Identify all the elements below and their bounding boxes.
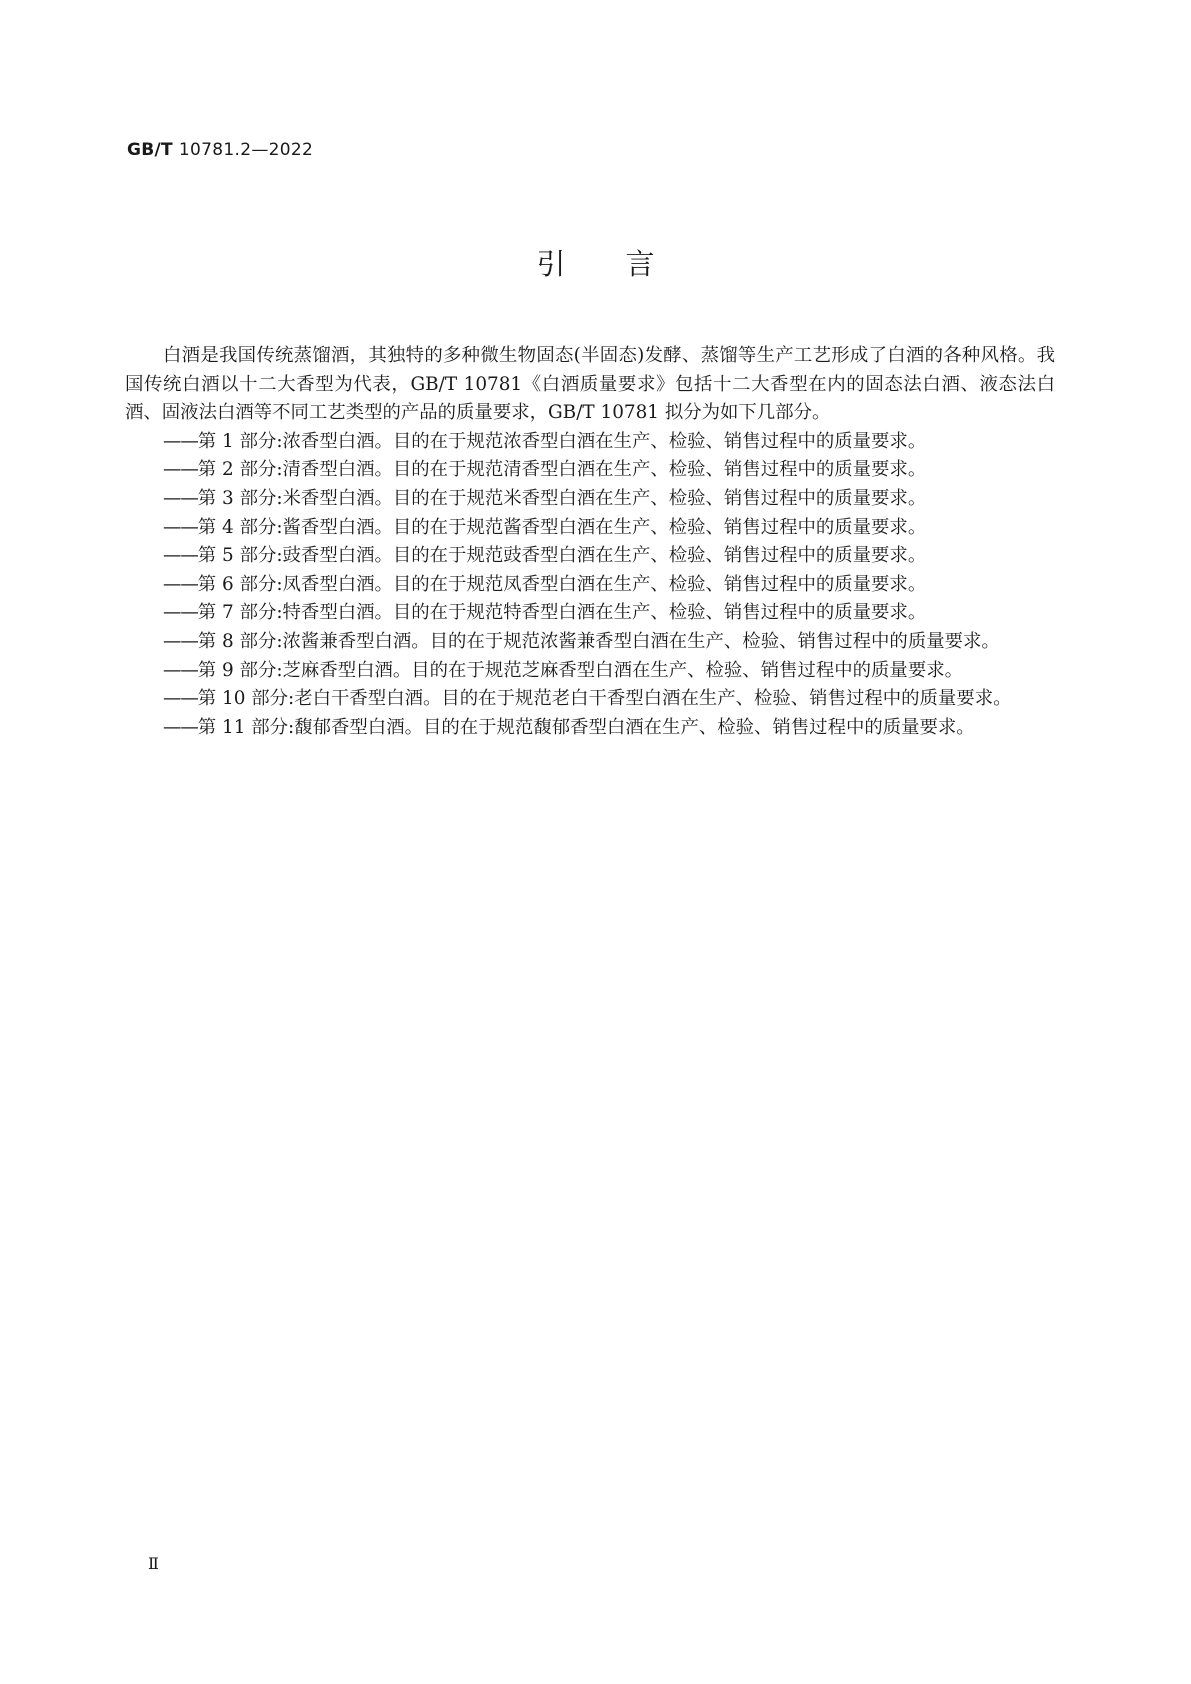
list-item — [125, 628, 1055, 657]
list-dash: —— — [163, 545, 198, 567]
list-item-text: 第 4 部分:酱香型白酒。目的在于规范酱香型白酒在生产、检验、销售过程中的质量要求。 — [197, 516, 927, 538]
list-item-text: 第 7 部分:特香型白酒。目的在于规范特香型白酒在生产、检验、销售过程中的质量要求。 — [197, 602, 927, 624]
list-item — [125, 456, 1055, 485]
list-item-text: 第 9 部分:芝麻香型白酒。目的在于规范芝麻香型白酒在生产、检验、销售过程中的质量要求。 — [197, 659, 963, 681]
list-item — [125, 714, 1055, 743]
list-item-text: 第 10 部分:老白干香型白酒。目的在于规范老白干香型白酒在生产、检验、销售过程中的质量要求。 — [197, 688, 1012, 710]
list-item — [125, 485, 1055, 514]
list-dash: —— — [163, 573, 198, 595]
intro-paragraph: 白酒是我国传统蒸馏酒，其独特的多种微生物固态(半固态)发酵、蒸馏等生产工艺形成了白酒的各种风格。我国传统白酒以十二大香型为代表，GB/T 10781《白酒质量要求》包括十二大香型在内的固态法白酒、液态法白酒、固液法白酒等不同工艺类型的产品的质量要求，GB/T 10781 拟分为如下几部分。 — [125, 345, 1055, 424]
list-item — [125, 542, 1055, 571]
list-dash: —— — [163, 688, 198, 710]
list-item-text: 第 8 部分:浓酱兼香型白酒。目的在于规范浓酱兼香型白酒在生产、检验、销售过程中的质量要求。 — [197, 630, 1000, 652]
section-title-char-2: 言 — [625, 247, 655, 281]
body-text — [125, 342, 1055, 742]
list-dash: —— — [163, 630, 198, 652]
list-item — [125, 599, 1055, 628]
list-dash: —— — [163, 716, 198, 738]
standard-prefix: GB/T — [127, 140, 173, 160]
list-dash: —— — [163, 659, 198, 681]
list-dash: —— — [163, 430, 198, 452]
standard-code: 10781.2—2022 — [178, 140, 314, 160]
list-item-text: 第 2 部分:清香型白酒。目的在于规范清香型白酒在生产、检验、销售过程中的质量要求。 — [197, 459, 927, 481]
list-item — [125, 657, 1055, 686]
list-dash: —— — [163, 516, 198, 538]
list-dash: —— — [163, 487, 198, 509]
standard-number — [127, 140, 313, 160]
list-item — [125, 428, 1055, 457]
list-item — [125, 514, 1055, 543]
list-dash: —— — [163, 459, 198, 481]
list-item-text: 第 11 部分:馥郁香型白酒。目的在于规范馥郁香型白酒在生产、检验、销售过程中的质量要求。 — [197, 716, 975, 738]
list-item — [125, 571, 1055, 600]
list-dash: —— — [163, 602, 198, 624]
list-item-text: 第 1 部分:浓香型白酒。目的在于规范浓香型白酒在生产、检验、销售过程中的质量要求。 — [197, 430, 927, 452]
list-item-text: 第 6 部分:凤香型白酒。目的在于规范凤香型白酒在生产、检验、销售过程中的质量要求。 — [197, 573, 927, 595]
page-number: Ⅱ — [148, 1554, 159, 1573]
section-title-char-1: 引 — [536, 247, 566, 281]
list-item-text: 第 5 部分:豉香型白酒。目的在于规范豉香型白酒在生产、检验、销售过程中的质量要求。 — [197, 545, 927, 567]
list-item-text: 第 3 部分:米香型白酒。目的在于规范米香型白酒在生产、检验、销售过程中的质量要求。 — [197, 487, 927, 509]
list-item — [125, 685, 1055, 714]
section-title — [0, 246, 1191, 282]
